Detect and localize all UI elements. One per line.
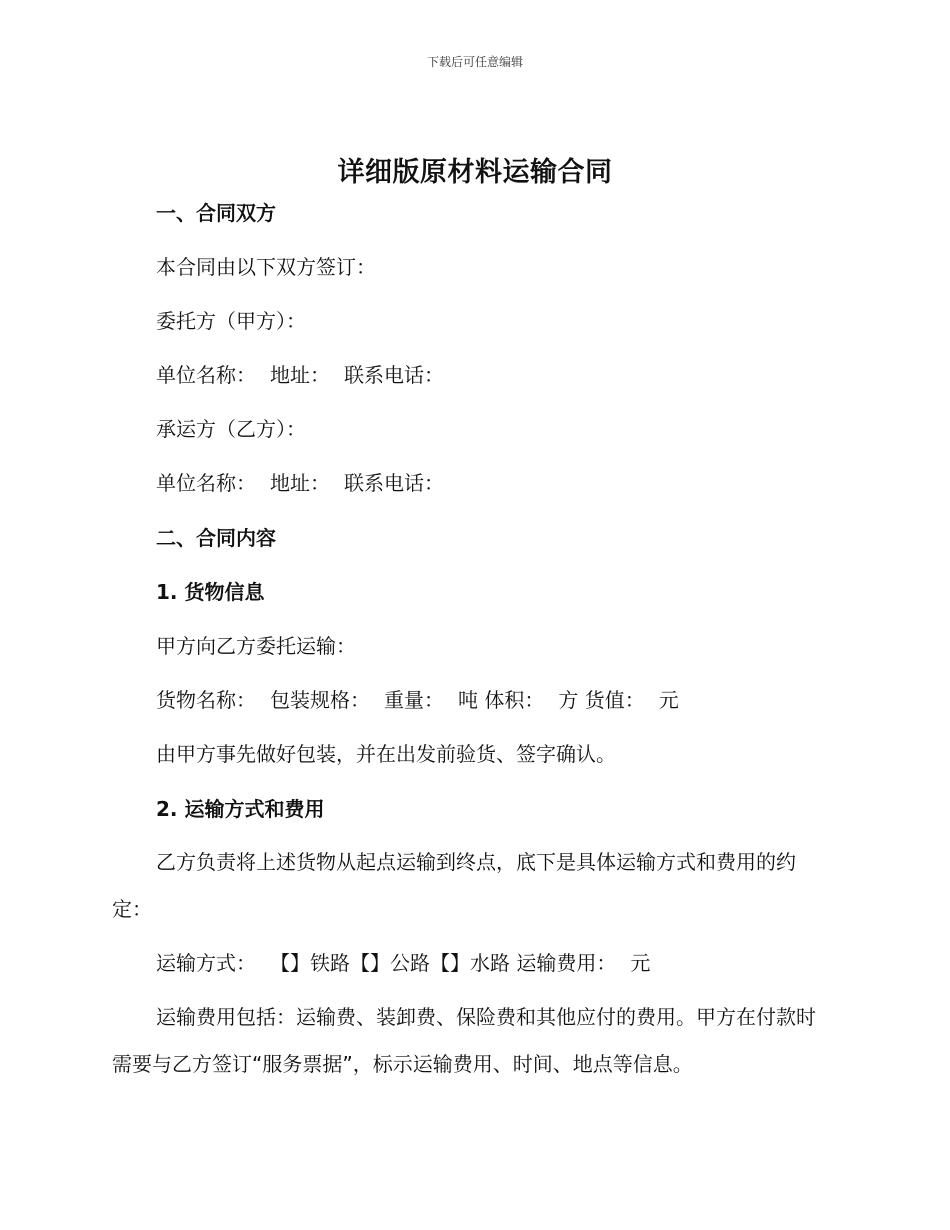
transport-rail-option: 【】铁路	[270, 951, 350, 975]
party-a-name-field: 单位名称：	[156, 363, 256, 387]
transport-mode-label: 运输方式：	[156, 951, 256, 975]
goods-name-field: 货物名称：	[156, 688, 256, 712]
goods-value-field: 货值：	[584, 688, 645, 712]
goods-fields	[156, 687, 679, 713]
party-a-label: 委托方（甲方）：	[156, 309, 306, 333]
section-1-intro: 本合同由以下双方签订：	[156, 255, 376, 279]
party-a-phone-field: 联系电话：	[344, 363, 444, 387]
subsection-1-note: 由甲方事先做好包装，并在出发前验货、签字确认。	[156, 742, 616, 766]
subsection-1-heading: 1. 货物信息	[156, 580, 265, 604]
subsection-1-intro: 甲方向乙方委托运输：	[156, 634, 356, 658]
subsection-2-heading: 2. 运输方式和费用	[156, 797, 325, 821]
goods-volume-field: 体积：	[484, 688, 545, 712]
party-b-address-field: 地址：	[270, 471, 330, 495]
transport-fields	[156, 950, 650, 976]
transport-water-option: 【】水路	[430, 951, 510, 975]
goods-volume-unit: 方	[558, 688, 579, 712]
transport-fee-unit: 元	[630, 951, 651, 975]
transport-fee-label: 运输费用：	[516, 951, 617, 975]
goods-weight-unit: 吨	[458, 688, 478, 712]
party-b-fields	[156, 470, 444, 496]
fee-paragraph: 运输费用包括：运输费、装卸费、保险费和其他应付的费用。甲方在付款时需要与乙方签订“服务票据”，标示运输费用、时间、地点等信息。	[112, 1005, 816, 1076]
party-b-label: 承运方（乙方）：	[156, 417, 306, 441]
party-a-address-field: 地址：	[270, 363, 330, 387]
transport-road-option: 【】公路	[350, 951, 430, 975]
goods-value-unit: 元	[658, 688, 679, 712]
goods-package-field: 包装规格：	[270, 688, 370, 712]
section-1-heading: 一、合同双方	[156, 201, 276, 225]
party-b-name-field: 单位名称：	[156, 471, 256, 495]
section-2-heading: 二、合同内容	[156, 526, 276, 550]
goods-weight-field: 重量：	[384, 688, 444, 712]
party-a-fields	[156, 362, 444, 388]
subsection-2-paragraph: 乙方负责将上述货物从起点运输到终点，底下是具体运输方式和费用的约定：	[112, 850, 796, 921]
party-b-phone-field: 联系电话：	[344, 471, 444, 495]
document-title: 详细版原材料运输合同	[337, 157, 613, 188]
page-header: 下载后可任意编辑	[426, 55, 523, 69]
